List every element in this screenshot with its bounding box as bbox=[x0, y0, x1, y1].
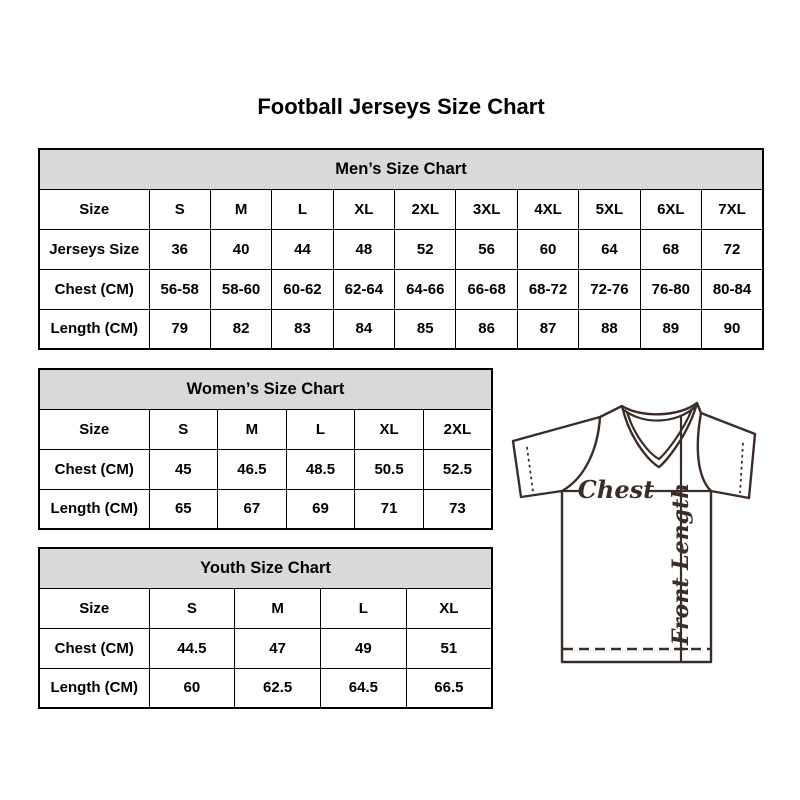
table-row-length bbox=[39, 489, 492, 529]
cell: M bbox=[218, 409, 287, 449]
cell: 3XL bbox=[456, 189, 517, 229]
cell: L bbox=[272, 189, 333, 229]
cell: 90 bbox=[702, 309, 763, 349]
table-row-jerseys-size bbox=[39, 229, 763, 269]
table-row-size bbox=[39, 189, 763, 229]
cell: 44.5 bbox=[149, 628, 235, 668]
cell: 49 bbox=[321, 628, 407, 668]
mens-size-table bbox=[38, 148, 764, 350]
cell: 56-58 bbox=[149, 269, 210, 309]
cell: 2XL bbox=[395, 189, 456, 229]
youth-chart-title: Youth Size Chart bbox=[39, 548, 492, 588]
cell: 88 bbox=[579, 309, 640, 349]
cell: 56 bbox=[456, 229, 517, 269]
cell: 40 bbox=[210, 229, 271, 269]
row-label: Chest (CM) bbox=[39, 628, 149, 668]
cell: XL bbox=[406, 588, 492, 628]
cell: 79 bbox=[149, 309, 210, 349]
front-length-label: Front Length bbox=[668, 482, 694, 646]
cell: 73 bbox=[423, 489, 492, 529]
cell: 62-64 bbox=[333, 269, 394, 309]
cell: 2XL bbox=[423, 409, 492, 449]
cell: 60 bbox=[149, 668, 235, 708]
table-header-row bbox=[39, 548, 492, 588]
page-title: Football Jerseys Size Chart bbox=[257, 94, 545, 119]
cell: 50.5 bbox=[355, 449, 424, 489]
womens-size-table bbox=[38, 368, 493, 530]
cell: 60-62 bbox=[272, 269, 333, 309]
womens-chart-title: Women’s Size Chart bbox=[39, 369, 492, 409]
row-label: Chest (CM) bbox=[39, 269, 149, 309]
youth-size-table bbox=[38, 547, 493, 709]
row-label: Chest (CM) bbox=[39, 449, 149, 489]
table-header-row bbox=[39, 369, 492, 409]
cell: 80-84 bbox=[702, 269, 763, 309]
row-label: Size bbox=[39, 189, 149, 229]
row-label: Size bbox=[39, 588, 149, 628]
table-row-chest bbox=[39, 269, 763, 309]
cell: 83 bbox=[272, 309, 333, 349]
cell: 82 bbox=[210, 309, 271, 349]
cell: 68 bbox=[640, 229, 701, 269]
cell: 5XL bbox=[579, 189, 640, 229]
chest-label: Chest bbox=[577, 475, 655, 504]
cell: L bbox=[286, 409, 355, 449]
table-row-length bbox=[39, 668, 492, 708]
cell: 7XL bbox=[702, 189, 763, 229]
cell: 47 bbox=[235, 628, 321, 668]
cell: 71 bbox=[355, 489, 424, 529]
cell: 84 bbox=[333, 309, 394, 349]
cell: 64-66 bbox=[395, 269, 456, 309]
cell: 66-68 bbox=[456, 269, 517, 309]
cell: M bbox=[235, 588, 321, 628]
cell: 4XL bbox=[517, 189, 578, 229]
row-label: Length (CM) bbox=[39, 489, 149, 529]
cell: 44 bbox=[272, 229, 333, 269]
table-row-size bbox=[39, 588, 492, 628]
row-label: Length (CM) bbox=[39, 668, 149, 708]
cell: 87 bbox=[517, 309, 578, 349]
cell: 60 bbox=[517, 229, 578, 269]
cell: S bbox=[149, 588, 235, 628]
cell: XL bbox=[355, 409, 424, 449]
cell: 72 bbox=[702, 229, 763, 269]
cell: 46.5 bbox=[218, 449, 287, 489]
cell: 58-60 bbox=[210, 269, 271, 309]
table-header-row bbox=[39, 149, 763, 189]
row-label: Length (CM) bbox=[39, 309, 149, 349]
table-row-length bbox=[39, 309, 763, 349]
cell: 65 bbox=[149, 489, 218, 529]
cell: 51 bbox=[406, 628, 492, 668]
cell: XL bbox=[333, 189, 394, 229]
cell: 69 bbox=[286, 489, 355, 529]
cell: 48.5 bbox=[286, 449, 355, 489]
row-label: Size bbox=[39, 409, 149, 449]
cell: S bbox=[149, 189, 210, 229]
cell: 48 bbox=[333, 229, 394, 269]
cell: 76-80 bbox=[640, 269, 701, 309]
jersey-outline bbox=[513, 403, 755, 662]
cell: 67 bbox=[218, 489, 287, 529]
cell: 68-72 bbox=[517, 269, 578, 309]
row-label: Jerseys Size bbox=[39, 229, 149, 269]
cell: 66.5 bbox=[406, 668, 492, 708]
cell: 64 bbox=[579, 229, 640, 269]
cell: 85 bbox=[395, 309, 456, 349]
cell: 36 bbox=[149, 229, 210, 269]
table-row-chest bbox=[39, 628, 492, 668]
cell: 6XL bbox=[640, 189, 701, 229]
cell: 64.5 bbox=[321, 668, 407, 708]
jersey-diagram bbox=[503, 399, 769, 679]
cell: L bbox=[321, 588, 407, 628]
table-row-chest bbox=[39, 449, 492, 489]
cell: 62.5 bbox=[235, 668, 321, 708]
cell: 45 bbox=[149, 449, 218, 489]
cell: 89 bbox=[640, 309, 701, 349]
mens-chart-title: Men’s Size Chart bbox=[39, 149, 763, 189]
table-row-size bbox=[39, 409, 492, 449]
cell: M bbox=[210, 189, 271, 229]
cell: 72-76 bbox=[579, 269, 640, 309]
cell: 52 bbox=[395, 229, 456, 269]
cell: 86 bbox=[456, 309, 517, 349]
cell: S bbox=[149, 409, 218, 449]
cell: 52.5 bbox=[423, 449, 492, 489]
